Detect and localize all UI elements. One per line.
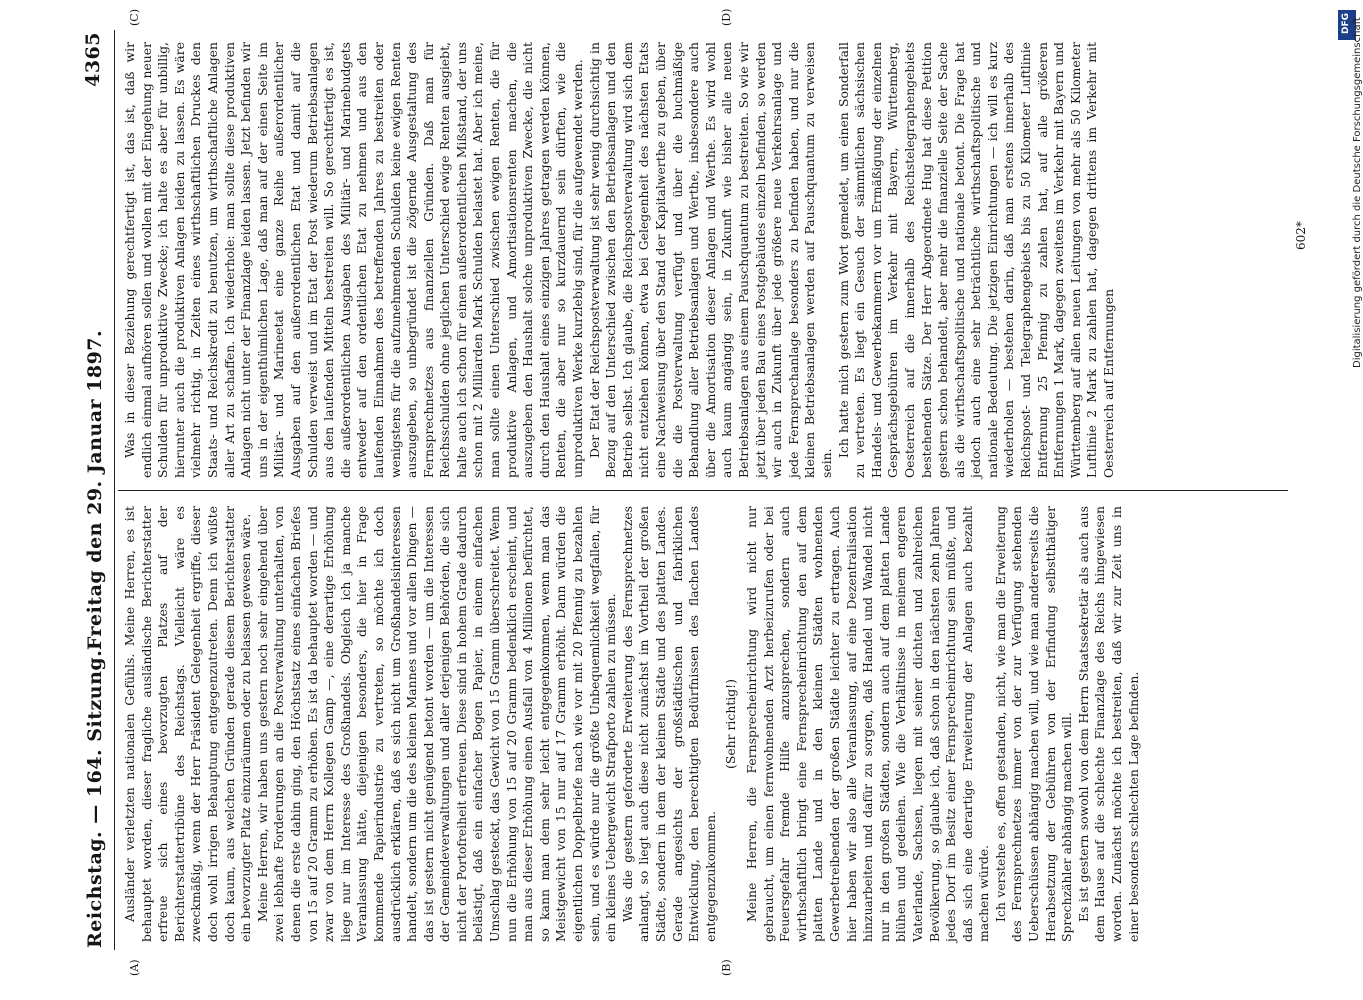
paragraph: Ich verstehe es, offen gestanden, nicht, wie man die Erweiterung des Fernsprechnetzes immer von der zur Verfügung stehenden Ueberschüssen abhängig machen will, und wie man andererseits die Herabsetzung der Gebühren von der Erfindung selbstthätiger Sprechzähler abhängig machen will. <box>992 506 1075 942</box>
interjection: (Sehr richtig!) <box>723 679 739 769</box>
left-column <box>122 506 1142 942</box>
paragraph: Was in dieser Beziehung gerechtfertigt ist, das ist, daß wir endlich einmal aufhören sollen und wollen mit der Eingehung neuer Schulden für unproduktive Zwecke; ich halte es aber für unbillig, hierunter auch die produktiven Anlagen leiden zu lassen. Es wäre vielmehr richtig, in Zeiten eines wirthschaftlichen Druckes den Staats- und Reichskredit zu benutzen, um wirthschaftliche Anlagen aller Art zu schaffen. Ich wiederhole: man sollte diese produktiven Anlagen nicht unter der Finanzlage leiden lassen. Jetzt befinden wir uns in der eigenthümlichen Lage, daß man auf der einen Seite im Militär- und Marineetat eine ganze Reihe außerordentlicher Ausgaben auf den außerordentlichen Etat und damit auf die Schulden verweist und im Etat der Post wiederum Betriebsanlagen aus den laufenden Mitteln bestreiten will. So gerechtfertigt es ist, die außerordentlichen Ausgaben des Militär- und Marinebudgets entweder auf den ordentlichen Etat zu nehmen und aus den laufenden Einnahmen des betreffenden Jahres zu bestreiten oder wenigstens für die aufzunehmenden Schulden keine ewigen Renten auszugeben, so unbegründet ist die zögernde Ausgestaltung des Fernsprechnetzes aus finanziellen Gründen. Daß man für Reichsschulden ohne jeglichen Unterschied ewige Renten ausgiebt, halte auch ich schon für einen außerordentlichen Mißstand, der uns schon mit 2 Milliarden Mark Schulden belastet hat. Aber ich meine, man sollte einen Unterschied zwischen ewigen Renten, die für produktive Anlagen, und Amortisationsrenten machen, die auszugeben den Haushalt solche unproduktiven Zwecke, die nicht durch den Haushalt eines einzigen Jahres getragen werden können, Renten, die aber nur so kurzdauernd sein dürften, wie die unproduktiven Werke kurzlebig sind, für die aufgewendet werden. <box>122 42 586 478</box>
margin-mark-b: (B) <box>720 959 733 976</box>
page-number: 4365 <box>82 32 104 87</box>
paragraph: Was die gestern geforderte Erweiterung des Fernsprechnetzes anlangt, so liegt auch diese nicht zunächst im Vortheil der großen Städte, sondern in dem der kleinen Städte und des platten Landes. Gerade angesichts der großstädtischen und fabriklichen Entwicklung, den berechtigten Bedürfnissen des flachen Landes entgegenzukommen. <box>619 506 718 942</box>
document-page <box>80 8 1320 976</box>
dfg-logo-text: DFG <box>1341 12 1351 34</box>
right-column <box>122 42 1118 478</box>
header-rule <box>114 30 115 950</box>
paragraph: Meine Herren, die Fernsprecheinrichtung wird nicht nur gebraucht, um einen fernwohnenden Arzt herbeizurufen oder bei Feuersgefahr fremde Hilfe anzusprechen, sondern auch wirthschaftlich bringt eine Fernsprecheinrichtung den auf dem platten Lande und in den kleinen Städten wohnenden Gewerbetreibenden der großen Städte leichter zu ertragen. Auch hier haben wir also alle Veranlassung, auf eine Dezentralisation hinzuarbeiten und dafür zu sorgen, daß Handel und Wandel nicht nur in den großen Städten, sondern auch auf dem platten Lande blühen und gedeihen. Wie die Verhältnisse in meinem engeren Vaterlande, Sachsen, liegen mit seiner dichten und zahlreichen Bevölkerung, so glaube ich, daß schon in den nächsten zehn Jahren jedes Dorf im Besitz einer Fernsprecheinrichtung sein müßte, und daß sich eine derartige Erweiterung der Anlagen auch bezahlt machen würde. <box>743 506 992 942</box>
signature-mark: 602* <box>1294 221 1308 250</box>
margin-mark-c: (C) <box>128 9 141 26</box>
digitization-notice-text: Digitalisierung gefördert durch die Deutsche Forschungsgemeinschaft <box>1352 17 1363 368</box>
paragraph: Es ist gestern sowohl von dem Herrn Staatssekretär als auch aus dem Hause auf die schlechte Finanzlage des Reichs hingewiesen worden. Zunächst möchte ich bestreiten, daß wir zur Zeit uns in einer besonders schlechten Lage befinden. <box>1075 506 1141 942</box>
paragraph: Meine Herren, wir haben uns gestern noch sehr eingehend über zwei lebhafte Forderungen an die Postverwaltung unterhalten, von denen die erste dahin ging, den Höchstsatz eines einfachen Briefes von 15 auf 20 Gramm zu erhöhen. Es ist da behauptet worden — und zwar von dem Herrn Kollegen Gamp —, eine derartige Erhöhung liege nur im Interesse des Großhandels. Obgleich ich ja manche Veranlassung hätte, diejenigen besonders, die hier in Frage kommende Papierindustrie zu vertreten, so möchte ich doch ausdrücklich erklären, daß es sich nicht um Großhandelsinteressen handelt, sondern um die des kleinen Mannes und vor allen Dingen — das ist gestern nicht genügend betont worden — um die Interessen der Gemeindeverwaltungen und aller derjenigen Behörden, die sich nicht der Portofreiheit erfreuen. Diese sind in hohem Grade dadurch belästigt, daß ein einfacher Bogen Papier, in einem einfachen Umschlag gesteckt, das Gewicht von 15 Gramm überschreitet. Wenn nun die Erhöhung von 15 auf 20 Gramm bedenklich erscheint, und man aus dieser Erhöhung einen Ausfall von 4 Millionen befürchtet, so kann man dem sehr leicht entgegenkommen, wenn man das Meistgewicht von 15 nur auf 17 Gramm erhöht. Dann würden die eigentlichen Doppelbriefe nach wie vor mit 20 Pfennig zu bezahlen sein, und es würde nur die größte Unbequemlichkeit wegfallen, für ein kleines Uebergewicht Strafporto zahlen zu müssen. <box>254 506 619 942</box>
header-left: Reichstag. — 164. Sitzung. <box>84 649 106 948</box>
paragraph: Ausländer verletzten nationalen Gefühls. Meine Herren, es ist behauptet worden, dieser fragliche ausländische Berichterstatter erfreue sich eines bevorzugten Platzes auf der Berichterstattertribüne des Reichstags. Vielleicht wäre es zweckmäßig, wenn der Herr Präsident Gelegenheit ergriffe, dieser doch wohl irrigen Behauptung entgegenzutreten. Denn ich wüßte doch kaum, aus welchen Gründen gerade diesem Berichterstatter ein bevorzugter Platz einzuräumen oder zu belassen gewesen wäre. <box>122 506 254 942</box>
running-header <box>80 30 112 950</box>
paragraph: Ich hatte mich gestern zum Wort gemeldet, um einen Sonderfall zu vertreten. Es liegt ein Gesuch der sämmtlichen sächsischen Handels- und Gewerbekammern vor um Ermäßigung der einzelnen Gesprächsgebühren im Verkehr mit Bayern, Württemberg, Oesterreich auf die innerhalb des Reichstelegraphengebiets bestehenden Sätze. Der Herr Abgeordnete Hug hat diese Petition gestern schon behandelt, aber mehr die finanzielle Seite der Sache als die wirthschaftspolitische und nationale betont. Die Frage hat jedoch auch eine sehr beträchtliche wirthschaftspolitische und nationale Bedeutung. Die jetzigen Einrichtungen — ich will es kurz wiederholen — bestehen darin, daß man erstens innerhalb des Reichspost- und Telegraphengebiets bis zu 50 Kilometer Luftlinie Entfernung 25 Pfennig zu zahlen hat, auf alle größeren Entfernungen 1 Mark, dagegen zweitens im Verkehr mit Bayern und Württemberg auf allen neuen Leitungen von mehr als 50 Kilometer Luftlinie 2 Mark zu zahlen hat, dagegen drittens im Verkehr mit Oesterreich auf Entfernungen <box>835 42 1117 478</box>
paragraph: Der Etat der Reichspostverwaltung ist sehr wenig durchsichtig in Bezug auf den Unterschied zwischen den Betriebsanlagen und den Betrieb selbst. Ich glaube, die Reichspostverwaltung wird sich dem nicht entziehen können, etwa bei Gelegenheit des nächsten Etats eine Nachweisung über den Stand der Kapitalwerthe zu geben, über die die Postverwaltung verfügt und über die buchmäßige Behandlung aller Betriebsanlagen und Werthe, insbesondere auch über die Amortisation dieser Anlagen und Werthe. Es wird wohl auch kaum angängig sein, in Zukunft wie bisher alle neuen Betriebsanlagen aus einem Pauschquantum zu bestreiten. So wie wir jetzt über jeden Bau eines Postgebäudes einzeln befinden, so werden wir auch in Zukunft über jede größere neue Verkehrsanlage und jede Fernsprechanlage besonders zu befinden haben, und nur die kleinen Betriebsanlagen werden auf Pauschquantum zu verweisen sein. <box>586 42 834 478</box>
column-divider <box>118 490 1288 491</box>
margin-mark-d: (D) <box>720 8 733 26</box>
margin-mark-a: (A) <box>128 959 141 976</box>
header-center: Freitag den 29. Januar 1897. <box>84 329 106 651</box>
digitization-notice <box>1338 8 1363 968</box>
